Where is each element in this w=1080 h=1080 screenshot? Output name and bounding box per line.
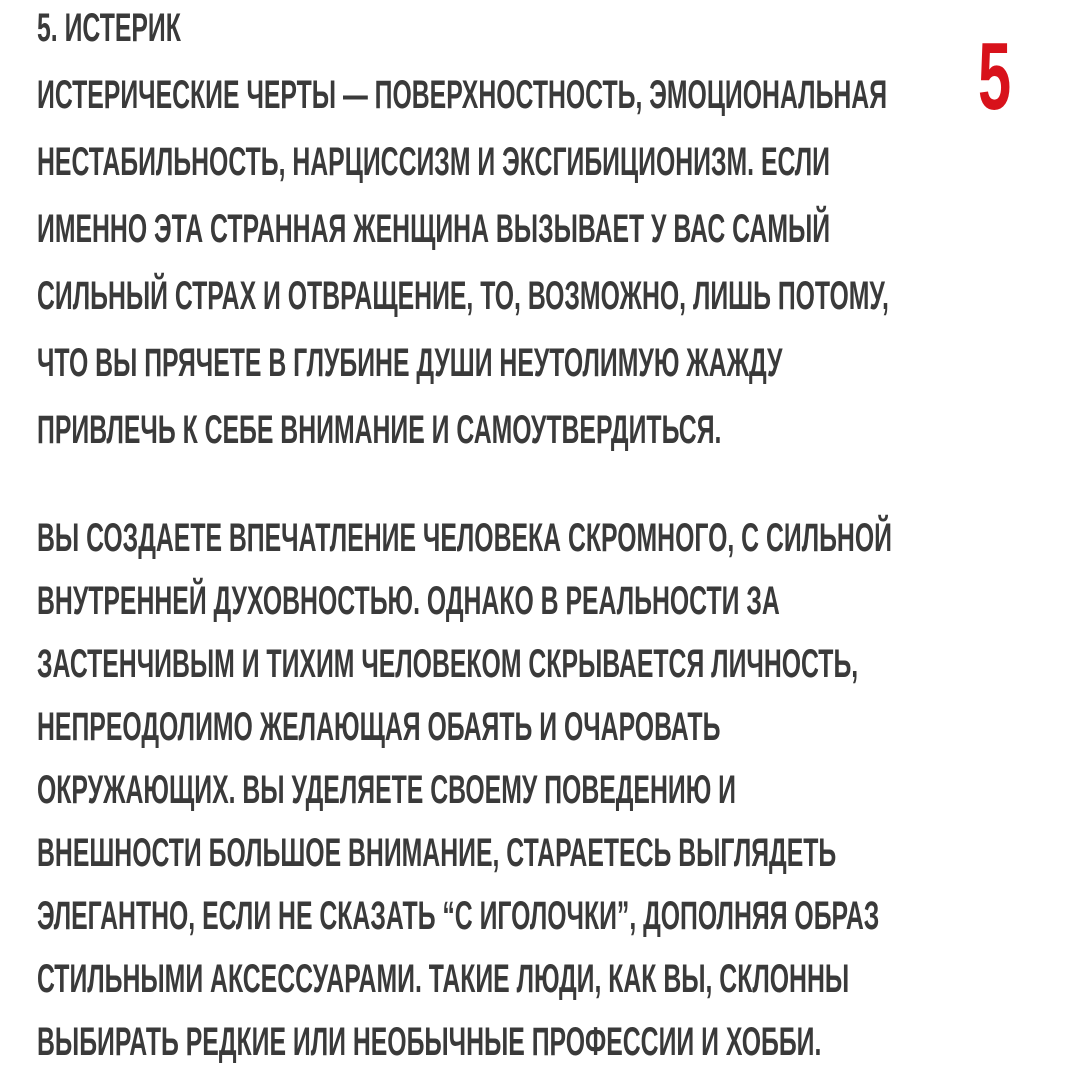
paragraph-1-line: ИМЕННО ЭТА СТРАННАЯ ЖЕНЩИНА ВЫЗЫВАЕТ У ВАС САМЫЙ [37, 207, 831, 251]
page-number: 5 [978, 23, 1012, 130]
paragraph-2-line: ВЫБИРАТЬ РЕДКИЕ ИЛИ НЕОБЫЧНЫЕ ПРОФЕССИИ И ХОББИ. [37, 1020, 822, 1064]
paragraph-2-line: ВЫ СОЗДАЕТЕ ВПЕЧАТЛЕНИЕ ЧЕЛОВЕКА СКРОМНОГО, С СИЛЬНОЙ [37, 516, 892, 560]
heading: 5. ИСТЕРИК [37, 6, 181, 50]
paragraph-1-line: ИСТЕРИЧЕСКИЕ ЧЕРТЫ — ПОВЕРХНОСТНОСТЬ, ЭМОЦИОНАЛЬНАЯ [37, 73, 888, 117]
paragraph-2-line: СТИЛЬНЫМИ АКСЕССУАРАМИ. ТАКИЕ ЛЮДИ, КАК ВЫ, СКЛОННЫ [37, 957, 850, 1001]
paragraph-2-line: ВНЕШНОСТИ БОЛЬШОЕ ВНИМАНИЕ, СТАРАЕТЕСЬ ВЫГЛЯДЕТЬ [37, 831, 837, 875]
paragraph-2-line: НЕПРЕОДОЛИМО ЖЕЛАЮЩАЯ ОБАЯТЬ И ОЧАРОВАТЬ [37, 705, 721, 749]
paragraph-2-line: ЗАСТЕНЧИВЫМ И ТИХИМ ЧЕЛОВЕКОМ СКРЫВАЕТСЯ ЛИЧНОСТЬ, [37, 642, 859, 686]
paragraph-1-line: СИЛЬНЫЙ СТРАХ И ОТВРАЩЕНИЕ, ТО, ВОЗМОЖНО, ЛИШЬ ПОТОМУ, [37, 274, 889, 318]
paragraph-2-line: ВНУТРЕННЕЙ ДУХОВНОСТЬЮ. ОДНАКО В РЕАЛЬНОСТИ ЗА [37, 579, 780, 623]
paragraph-2-line: ОКРУЖАЮЩИХ. ВЫ УДЕЛЯЕТЕ СВОЕМУ ПОВЕДЕНИЮ И [37, 768, 737, 812]
paragraph-2-line: ЭЛЕГАНТНО, ЕСЛИ НЕ СКАЗАТЬ “С ИГОЛОЧКИ”, ДОПОЛНЯЯ ОБРАЗ [37, 894, 880, 938]
paragraph-1-line: ЧТО ВЫ ПРЯЧЕТЕ В ГЛУБИНЕ ДУШИ НЕУТОЛИМУЮ ЖАЖДУ [37, 341, 783, 385]
paragraph-1-line: НЕСТАБИЛЬНОСТЬ, НАРЦИССИЗМ И ЭКСГИБИЦИОНИЗМ. ЕСЛИ [37, 140, 831, 184]
paragraph-1-line: ПРИВЛЕЧЬ К СЕБЕ ВНИМАНИЕ И САМОУТВЕРДИТЬСЯ. [37, 408, 722, 452]
